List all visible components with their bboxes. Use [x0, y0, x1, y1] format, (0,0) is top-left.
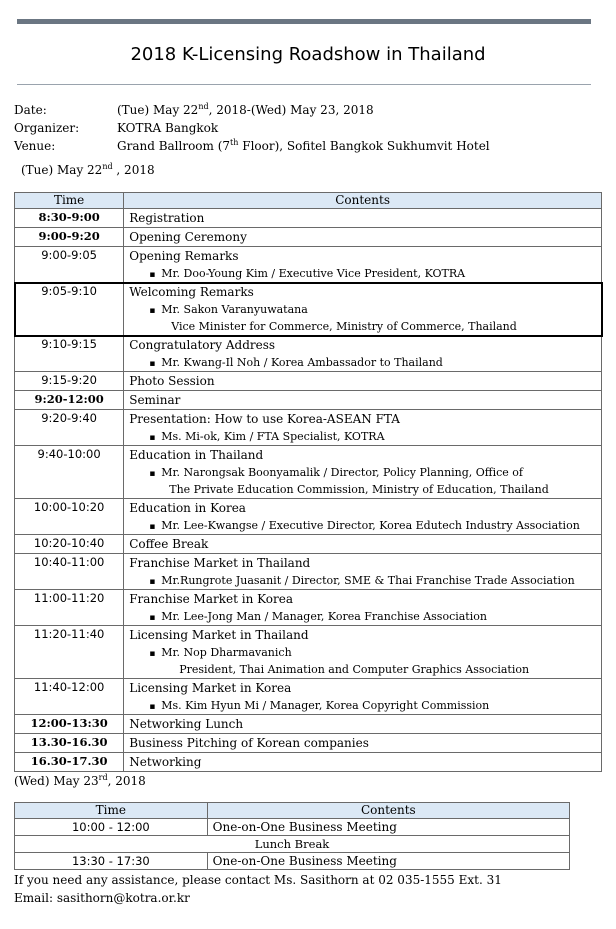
session-title: Education in Thailand	[129, 448, 264, 462]
contents-cell	[124, 499, 602, 535]
session-title: Franchise Market in Thailand	[129, 556, 311, 570]
time-cell: 10:00 - 12:00	[15, 819, 208, 836]
day2-year: , 2018	[107, 774, 146, 788]
speaker-text: Mr. Sakon Varanyuwatana	[161, 303, 308, 316]
session-title: Photo Session	[129, 374, 215, 388]
contents-cell	[124, 336, 602, 372]
time-cell: 9:10-9:15	[15, 336, 124, 372]
contents-cell	[124, 554, 602, 590]
day1-year: , 2018	[112, 163, 155, 177]
meta-label: Venue:	[14, 139, 56, 153]
title-divider	[17, 84, 591, 85]
speaker-line	[129, 572, 601, 589]
session-title: Business Pitching of Korean companies	[129, 736, 369, 750]
time-cell: 11:40-12:00	[15, 679, 124, 715]
bullet-icon: ▪	[149, 433, 156, 443]
schedule-row	[15, 554, 602, 590]
meta-value	[117, 121, 218, 135]
day2-schedule-table	[14, 802, 570, 870]
time-cell: 12:00-13:30	[15, 715, 124, 734]
schedule-row	[15, 819, 570, 836]
speaker-text: Ms. Kim Hyun Mi / Manager, Korea Copyright Commission	[161, 699, 490, 712]
contents-cell	[124, 734, 602, 753]
day1-schedule-table	[14, 192, 602, 772]
bullet-icon: ▪	[149, 649, 156, 659]
speaker-text: Mr. Kwang-Il Noh / Korea Ambassador to Thailand	[161, 356, 443, 369]
bullet-icon: ▪	[149, 469, 156, 479]
contents-cell	[124, 535, 602, 554]
schedule-row	[15, 590, 602, 626]
day1-heading	[21, 163, 155, 177]
contents-cell	[124, 679, 602, 715]
session-title: Licensing Market in Thailand	[129, 628, 309, 642]
time-cell: 10:00-10:20	[15, 499, 124, 535]
schedule-row	[15, 715, 602, 734]
speaker-line	[129, 697, 601, 714]
contents-cell	[124, 626, 602, 679]
contact-email: Email: sasithorn@kotra.or.kr	[14, 891, 190, 905]
contents-cell	[124, 410, 602, 446]
contents-cell	[124, 391, 602, 410]
day2-date: (Wed) May 23	[14, 774, 99, 788]
speaker-detail: President, Thai Animation and Computer Graphics Association	[179, 663, 530, 676]
bullet-icon: ▪	[149, 270, 156, 280]
bullet-icon: ▪	[149, 577, 156, 587]
day1-date: (Tue) May 22	[21, 163, 103, 177]
time-cell: 11:20-11:40	[15, 626, 124, 679]
contents-cell	[124, 446, 602, 499]
contact-line: If you need any assistance, please contact Ms. Sasithorn at 02 035-1555 Ext. 31	[14, 873, 502, 887]
meta-value-text: Floor), Sofitel Bangkok Sukhumvit Hotel	[238, 139, 490, 153]
speaker-line	[129, 644, 601, 661]
schedule-row	[15, 626, 602, 679]
top-bar	[17, 19, 591, 24]
time-cell: 16.30-17.30	[15, 753, 124, 772]
contents-cell	[124, 372, 602, 391]
break-cell: Lunch Break	[15, 836, 570, 853]
schedule-row	[15, 836, 570, 853]
meta-label: Organizer:	[14, 121, 80, 135]
day2-suffix: rd	[98, 773, 108, 782]
meta-superscript: th	[230, 138, 239, 147]
schedule-row	[15, 535, 602, 554]
schedule-row	[15, 336, 602, 372]
session-title: Franchise Market in Korea	[129, 592, 293, 606]
speaker-text: Mr. Lee-Kwangse / Executive Director, Korea Edutech Industry Association	[161, 519, 580, 532]
session-title: Opening Ceremony	[129, 230, 247, 244]
bullet-icon: ▪	[149, 306, 156, 316]
time-cell: 13:30 - 17:30	[15, 853, 208, 870]
bullet-icon: ▪	[149, 359, 156, 369]
column-header-contents: Contents	[207, 803, 569, 819]
session-title: Networking	[129, 755, 202, 769]
speaker-text: Mr. Doo-Young Kim / Executive Vice President, KOTRA	[161, 267, 466, 280]
meta-value-text: , 2018-(Wed) May 23, 2018	[208, 103, 374, 117]
day2-heading	[14, 774, 146, 788]
contents-cell	[124, 209, 602, 228]
column-header-time: Time	[15, 193, 124, 209]
speaker-line	[129, 428, 601, 445]
contents-cell	[124, 247, 602, 283]
time-cell: 10:40-11:00	[15, 554, 124, 590]
schedule-row	[15, 283, 602, 336]
schedule-row	[15, 679, 602, 715]
schedule-row	[15, 734, 602, 753]
schedule-row	[15, 247, 602, 283]
meta-value-text: KOTRA Bangkok	[117, 121, 219, 135]
session-title: Networking Lunch	[129, 717, 244, 731]
meta-value	[117, 103, 374, 117]
speaker-text: Mr. Narongsak Boonyamalik / Director, Policy Planning, Office of	[161, 466, 524, 479]
meta-value-text: (Tue) May 22	[117, 103, 199, 117]
contents-cell	[124, 753, 602, 772]
contents-cell: One-on-One Business Meeting	[207, 819, 569, 836]
contents-cell	[124, 228, 602, 247]
speaker-text: Mr. Nop Dharmavanich	[161, 646, 292, 659]
time-cell: 10:20-10:40	[15, 535, 124, 554]
contents-cell: One-on-One Business Meeting	[207, 853, 569, 870]
speaker-text: Mr. Lee-Jong Man / Manager, Korea Franchise Association	[161, 610, 487, 623]
schedule-row	[15, 446, 602, 499]
meta-label: Date:	[14, 103, 47, 117]
schedule-row	[15, 372, 602, 391]
time-cell: 9:40-10:00	[15, 446, 124, 499]
time-cell: 11:00-11:20	[15, 590, 124, 626]
session-title: Seminar	[129, 393, 181, 407]
speaker-line	[129, 464, 601, 481]
schedule-row	[15, 410, 602, 446]
bullet-icon: ▪	[149, 522, 156, 532]
contents-cell	[124, 590, 602, 626]
time-cell: 9:00-9:05	[15, 247, 124, 283]
speaker-detail: The Private Education Commission, Ministry of Education, Thailand	[169, 483, 549, 496]
session-title: Opening Remarks	[129, 249, 239, 263]
speaker-line	[129, 354, 601, 371]
session-title: Congratulatory Address	[129, 338, 276, 352]
session-title: Coffee Break	[129, 537, 209, 551]
speaker-line	[129, 265, 601, 282]
meta-superscript: nd	[198, 102, 209, 111]
session-title: Presentation: How to use Korea-ASEAN FTA	[129, 412, 400, 426]
time-cell: 8:30-9:00	[15, 209, 124, 228]
contents-cell	[124, 283, 602, 336]
time-cell: 9:05-9:10	[15, 283, 124, 336]
time-cell: 9:20-12:00	[15, 391, 124, 410]
contents-cell	[124, 715, 602, 734]
bullet-icon: ▪	[149, 702, 156, 712]
day1-suffix: nd	[102, 162, 113, 171]
schedule-row	[15, 499, 602, 535]
speaker-line	[129, 608, 601, 625]
schedule-row	[15, 753, 602, 772]
column-header-time: Time	[15, 803, 208, 819]
session-title: Licensing Market in Korea	[129, 681, 292, 695]
session-title: Registration	[129, 211, 205, 225]
speaker-text: Ms. Mi-ok, Kim / FTA Specialist, KOTRA	[161, 430, 385, 443]
schedule-row	[15, 853, 570, 870]
meta-value	[117, 139, 490, 153]
speaker-line	[129, 517, 601, 534]
bullet-icon: ▪	[149, 613, 156, 623]
page-title: 2018 K-Licensing Roadshow in Thailand	[130, 44, 486, 65]
speaker-line	[129, 301, 601, 318]
schedule-row	[15, 391, 602, 410]
schedule-row	[15, 209, 602, 228]
speaker-text: Mr.Rungrote Juasanit / Director, SME & Thai Franchise Trade Association	[161, 574, 575, 587]
speaker-detail: Vice Minister for Commerce, Ministry of Commerce, Thailand	[171, 320, 517, 333]
session-title: Education in Korea	[129, 501, 246, 515]
time-cell: 9:15-9:20	[15, 372, 124, 391]
meta-value-text: Grand Ballroom (7	[117, 139, 231, 153]
session-title: Welcoming Remarks	[129, 285, 254, 299]
time-cell: 9:20-9:40	[15, 410, 124, 446]
time-cell: 9:00-9:20	[15, 228, 124, 247]
column-header-contents: Contents	[124, 193, 602, 209]
schedule-row	[15, 228, 602, 247]
time-cell: 13.30-16.30	[15, 734, 124, 753]
